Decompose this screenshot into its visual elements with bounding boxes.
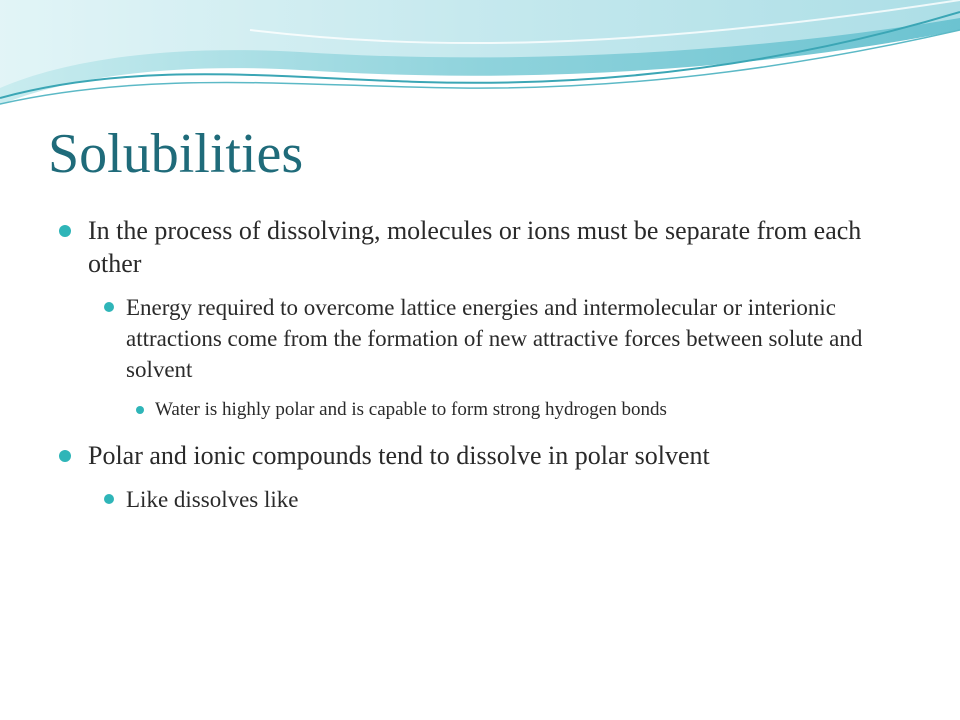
bullet-dot-icon (104, 302, 114, 312)
bullet-dot-icon (59, 450, 71, 462)
sub-bullet-item (126, 292, 916, 385)
bullet-dot-icon (136, 406, 144, 414)
bullet-text: Like dissolves like (126, 487, 299, 512)
bullet-dot-icon (59, 225, 71, 237)
bullet-text: In the process of dissolving, molecules or ions must be separate from each other (88, 216, 862, 278)
bullet-text: Water is highly polar and is capable to form strong hydrogen bonds (155, 399, 667, 420)
header-wave-decoration (0, 0, 960, 110)
bullet-text: Polar and ionic compounds tend to dissolve in polar solvent (88, 441, 710, 470)
bullet-text: Energy required to overcome lattice energies and intermolecular or interionic attractions come from the formation of new attractive forces between solute and solvent (126, 295, 863, 382)
bullet-item (88, 439, 898, 472)
bullet-item (88, 214, 898, 280)
sub-bullet-item (126, 484, 916, 515)
slide-title: Solubilities (48, 123, 304, 185)
bullet-list (0, 214, 960, 527)
sub-sub-bullet-item (155, 397, 915, 423)
bullet-dot-icon (104, 494, 114, 504)
